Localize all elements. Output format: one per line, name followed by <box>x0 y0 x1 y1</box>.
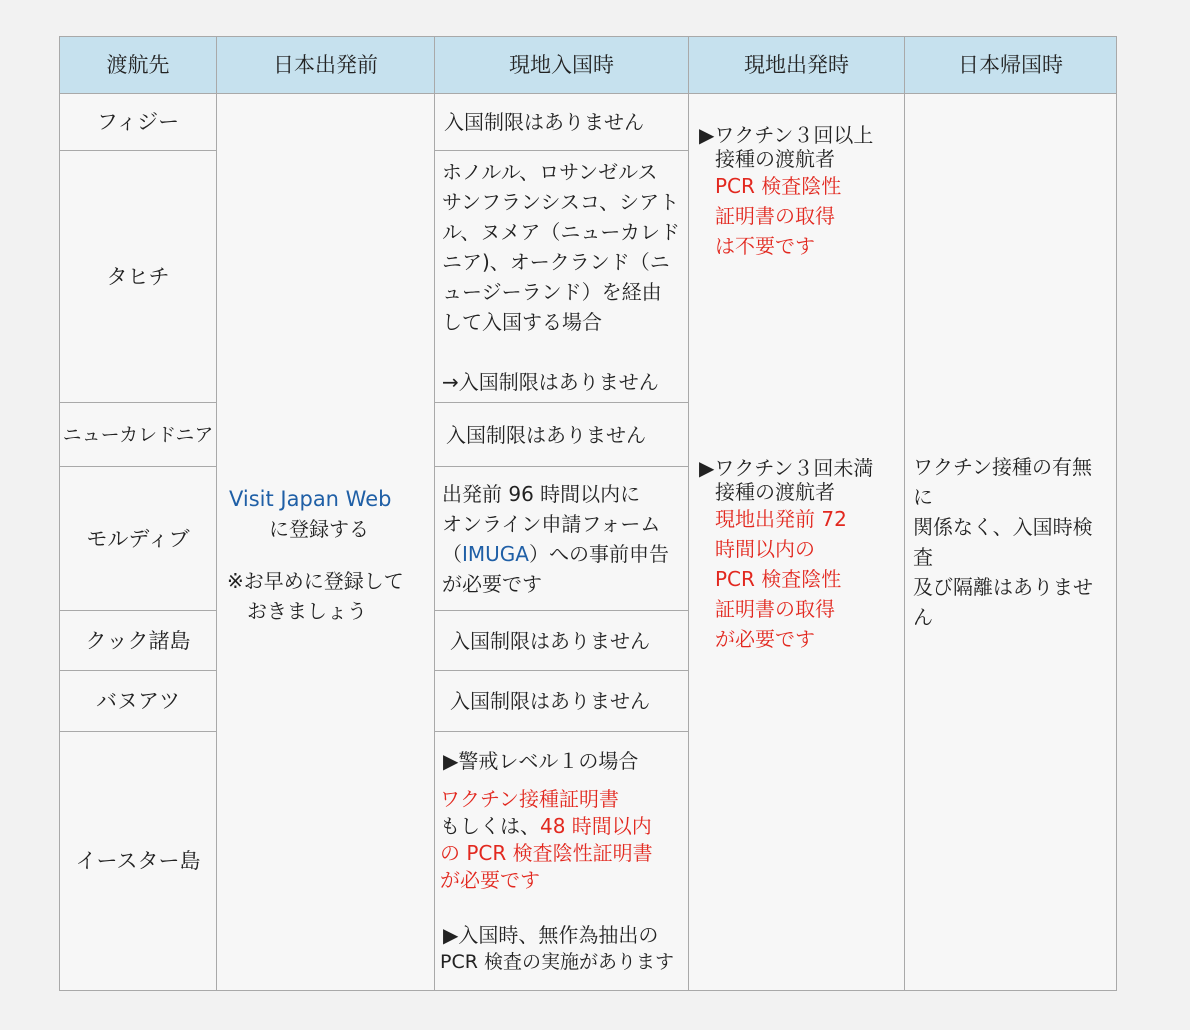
departure-a-line5: は不要です <box>715 234 815 258</box>
entry-new-caledonia: 入国制限はありません <box>435 403 689 467</box>
paren-open: （ <box>442 541 462 566</box>
entry-tahiti-line4: ニア)、オークランド（ニ <box>442 249 670 274</box>
entry-tahiti-line3: ル、ヌメア（ニューカレド <box>442 219 680 244</box>
return-line1: ワクチン接種の有無に <box>913 455 1092 509</box>
pre-declaration-text: ）への事前申告 <box>528 541 669 566</box>
entry-maldives <box>435 467 689 611</box>
departure-a-line4: 証明書の取得 <box>715 204 835 228</box>
entry-tahiti <box>435 151 689 403</box>
48h-text: 48 時間以内 <box>540 814 652 838</box>
travel-requirements-table <box>59 36 1117 991</box>
or-text: もしくは、 <box>440 814 540 838</box>
entry-easter-line7: PCR 検査の実施があります <box>440 951 674 973</box>
entry-vanuatu: 入国制限はありません <box>435 671 689 732</box>
header-on-arrival: 現地入国時 <box>435 37 689 94</box>
destination-maldives: モルディブ <box>60 467 217 611</box>
entry-easter-line1: ▶警戒レベル１の場合 <box>443 749 639 773</box>
visit-japan-web-text: Visit Japan Web <box>229 487 392 511</box>
departure-b-line3: 現地出発前 72 <box>715 507 847 531</box>
departure-b-line7: が必要です <box>715 627 815 651</box>
entry-easter-line3 <box>440 813 686 840</box>
departure-a-line1: ▶ワクチン３回以上 <box>699 123 874 147</box>
header-on-local-departure: 現地出発時 <box>689 37 905 94</box>
departure-b-line5: PCR 検査陰性 <box>715 567 842 591</box>
return-line2: 関係なく、入国時検査 <box>913 515 1093 569</box>
header-on-return-japan: 日本帰国時 <box>905 37 1117 94</box>
header-before-departure-japan: 日本出発前 <box>217 37 435 94</box>
entry-tahiti-line5: ュージーランド）を経由 <box>442 279 662 304</box>
entry-tahiti-line2: サンフランシスコ、シアト <box>442 189 680 214</box>
return-line3: 及び隔離はありません <box>913 575 1093 629</box>
entry-easter-line4: の PCR 検査陰性証明書 <box>440 841 653 865</box>
return-japan-cell <box>905 94 1117 991</box>
departure-a-line2: 接種の渡航者 <box>715 147 835 171</box>
entry-maldives-line4: が必要です <box>442 571 542 596</box>
entry-maldives-line1: 出発前 96 時間以内に <box>442 481 641 506</box>
header-destination: 渡航先 <box>60 37 217 94</box>
entry-easter-island <box>435 732 689 991</box>
destination-tahiti: タヒチ <box>60 151 217 403</box>
entry-easter-line2: ワクチン接種証明書 <box>440 787 619 811</box>
entry-tahiti-line7: →入国制限はありません <box>442 369 659 394</box>
entry-tahiti-line1: ホノルル、ロサンゼルス <box>442 159 658 184</box>
destination-vanuatu: バヌアツ <box>60 671 217 732</box>
departure-b-line6: 証明書の取得 <box>715 597 835 621</box>
early-register-note: ※お早めに登録して <box>227 569 404 593</box>
imuga-text: IMUGA <box>462 541 529 566</box>
departure-b-line1: ▶ワクチン３回未満 <box>699 456 874 480</box>
entry-easter-line6: ▶入国時、無作為抽出の <box>443 923 659 947</box>
departure-a-line3: PCR 検査陰性 <box>715 174 842 198</box>
pre-departure-cell <box>217 94 435 991</box>
departure-b-line2: 接種の渡航者 <box>715 480 835 504</box>
local-departure-cell <box>689 94 905 991</box>
entry-maldives-line2: オンライン申請フォーム <box>442 511 661 536</box>
travel-requirements-table-wrapper <box>59 36 1116 992</box>
destination-cook-islands: クック諸島 <box>60 611 217 671</box>
register-text: に登録する <box>269 517 369 541</box>
entry-fiji: 入国制限はありません <box>435 94 689 151</box>
destination-fiji: フィジー <box>60 94 217 151</box>
entry-maldives-line3 <box>442 539 682 569</box>
departure-b-line4: 時間以内の <box>715 537 815 561</box>
header-row <box>60 37 1117 94</box>
entry-tahiti-line6: して入国する場合 <box>442 309 602 334</box>
entry-cook-islands: 入国制限はありません <box>435 611 689 671</box>
early-register-note-2: おきましょう <box>247 599 367 623</box>
table-row <box>60 94 1117 151</box>
destination-easter-island: イースター島 <box>60 732 217 991</box>
destination-new-caledonia: ニューカレドニア <box>60 403 217 467</box>
entry-easter-line5: が必要です <box>440 868 540 892</box>
